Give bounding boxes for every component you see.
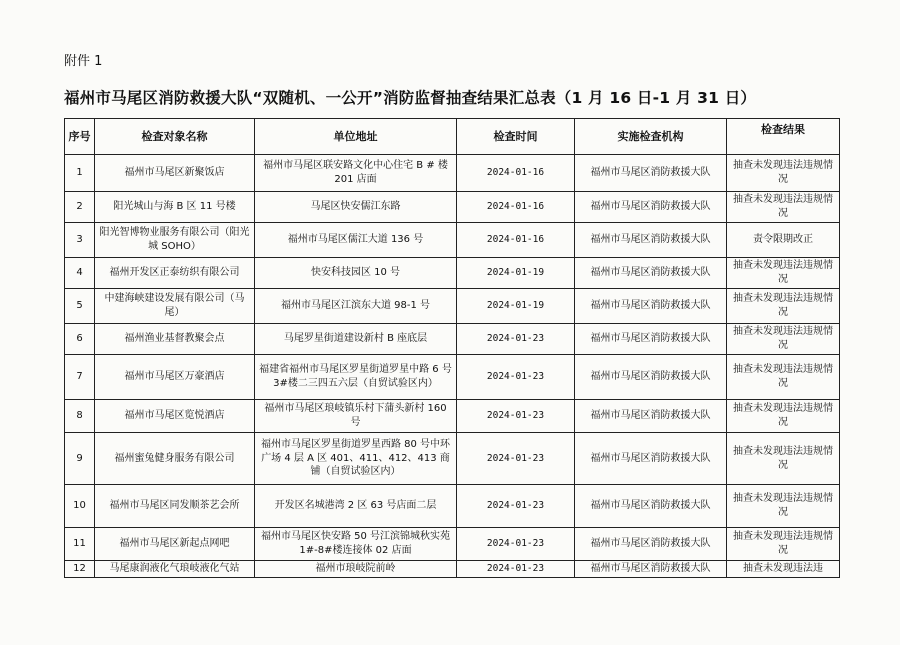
cell-date: 2024-01-23 [457,561,575,578]
cell-org: 福州市马尾区消防救援大队 [575,485,727,528]
cell-date: 2024-01-23 [457,400,575,433]
cell-address: 福州市琅岐院前岭 [255,561,457,578]
cell-seq: 12 [65,561,95,578]
cell-result: 抽查未发现违法违规情况 [727,289,840,324]
cell-result: 抽查未发现违法违规情况 [727,355,840,400]
table-row [65,324,840,355]
cell-date: 2024-01-16 [457,223,575,258]
cell-name: 阳光城山与海 B 区 11 号楼 [95,192,255,223]
cell-result: 抽查未发现违法违规情况 [727,433,840,485]
cell-name: 中建海峡建设发展有限公司（马尾） [95,289,255,324]
cell-org: 福州市马尾区消防救援大队 [575,324,727,355]
results-table-container [64,118,839,578]
cell-address: 马尾区快安儒江东路 [255,192,457,223]
cell-org: 福州市马尾区消防救援大队 [575,528,727,561]
cell-seq: 7 [65,355,95,400]
cell-date: 2024-01-16 [457,192,575,223]
table-row [65,355,840,400]
table-row [65,155,840,192]
table-header [65,119,840,155]
header-result: 检查结果 [727,119,840,155]
cell-date: 2024-01-23 [457,433,575,485]
cell-result: 抽查未发现违法违规情况 [727,258,840,289]
cell-org: 福州市马尾区消防救援大队 [575,400,727,433]
cell-org: 福州市马尾区消防救援大队 [575,223,727,258]
cell-seq: 11 [65,528,95,561]
cell-date: 2024-01-23 [457,324,575,355]
table-row [65,433,840,485]
page-title: 福州市马尾区消防救援大队“双随机、一公开”消防监督抽查结果汇总表（1 月 16 日-1 月 31 日） [64,89,757,107]
cell-address: 开发区名城港湾 2 区 63 号店面二层 [255,485,457,528]
cell-seq: 4 [65,258,95,289]
cell-org: 福州市马尾区消防救援大队 [575,258,727,289]
results-table [64,118,840,578]
cell-date: 2024-01-23 [457,528,575,561]
cell-org: 福州市马尾区消防救援大队 [575,192,727,223]
cell-seq: 2 [65,192,95,223]
cell-address: 福州市马尾区快安路 50 号江滨锦城秋实苑 1#-8#楼连接体 02 店面 [255,528,457,561]
cell-date: 2024-01-23 [457,355,575,400]
cell-seq: 10 [65,485,95,528]
cell-name: 福州市马尾区新起点网吧 [95,528,255,561]
table-body [65,155,840,578]
cell-result: 抽查未发现违法违规情况 [727,400,840,433]
cell-seq: 9 [65,433,95,485]
header-name: 检查对象名称 [95,119,255,155]
cell-address: 福建省福州市马尾区罗星街道罗星中路 6 号 3#楼二三四五六层（自贸试验区内） [255,355,457,400]
cell-result: 抽查未发现违法违规情况 [727,192,840,223]
table-row [65,528,840,561]
header-org: 实施检查机构 [575,119,727,155]
cell-address: 马尾罗星街道建设新村 B 座底层 [255,324,457,355]
cell-seq: 6 [65,324,95,355]
cell-result: 抽查未发现违法违规情况 [727,155,840,192]
cell-name: 阳光智博物业服务有限公司（阳光城 SOHO） [95,223,255,258]
cell-date: 2024-01-16 [457,155,575,192]
table-row [65,192,840,223]
table-row [65,561,840,578]
cell-result: 抽查未发现违法违规情况 [727,324,840,355]
cell-name: 福州渔业基督教聚会点 [95,324,255,355]
cell-address: 快安科技园区 10 号 [255,258,457,289]
cell-address: 福州市马尾区江滨东大道 98-1 号 [255,289,457,324]
cell-name: 福州蜜兔健身服务有限公司 [95,433,255,485]
cell-result: 责令限期改正 [727,223,840,258]
cell-org: 福州市马尾区消防救援大队 [575,155,727,192]
cell-result: 抽查未发现违法违规情况 [727,528,840,561]
cell-date: 2024-01-19 [457,258,575,289]
cell-result: 抽查未发现违法违 [727,561,840,578]
cell-org: 福州市马尾区消防救援大队 [575,355,727,400]
cell-seq: 8 [65,400,95,433]
cell-org: 福州市马尾区消防救援大队 [575,289,727,324]
cell-seq: 1 [65,155,95,192]
cell-name: 福州市马尾区览悦酒店 [95,400,255,433]
cell-address: 福州市马尾区儒江大道 136 号 [255,223,457,258]
attachment-label: 附件 1 [64,54,103,69]
cell-org: 福州市马尾区消防救援大队 [575,561,727,578]
table-row [65,289,840,324]
cell-org: 福州市马尾区消防救援大队 [575,433,727,485]
cell-date: 2024-01-19 [457,289,575,324]
header-seq: 序号 [65,119,95,155]
cell-name: 福州开发区正泰纺织有限公司 [95,258,255,289]
header-row [65,119,840,155]
cell-date: 2024-01-23 [457,485,575,528]
cell-name: 福州市马尾区同发顺茶艺会所 [95,485,255,528]
cell-name: 福州市马尾区新聚饭店 [95,155,255,192]
cell-address: 福州市马尾区罗星街道罗星西路 80 号中环广场 4 层 A 区 401、411、412、413 商铺（自贸试验区内） [255,433,457,485]
table-row [65,485,840,528]
table-row [65,258,840,289]
table-row [65,223,840,258]
cell-address: 福州市马尾区联安路文化中心住宅 B # 楼 201 店面 [255,155,457,192]
cell-seq: 3 [65,223,95,258]
header-date: 检查时间 [457,119,575,155]
cell-name: 马尾康润液化气琅岐液化气站 [95,561,255,578]
header-address: 单位地址 [255,119,457,155]
cell-name: 福州市马尾区万豪酒店 [95,355,255,400]
cell-result: 抽查未发现违法违规情况 [727,485,840,528]
cell-seq: 5 [65,289,95,324]
cell-address: 福州市马尾区琅岐镇乐村下蒲头新村 160 号 [255,400,457,433]
table-row [65,400,840,433]
